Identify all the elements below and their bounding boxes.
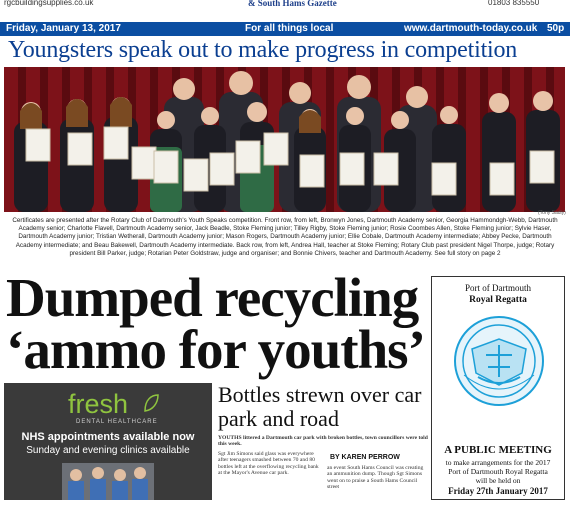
photo-caption: Certificates are presented after the Rotary Club of Dartmouth's Youth Speaks competition. Front row, from left, Bronwyn Jones, Dartmouth Academy senior, Georgia Hammondgh-Webb, Dartmouth Academy senior; Charlotte Flavell, Dartmouth Academy senior, Jack Beadle, Stoke Fleming junior; Tilley Rigby, Stoke Fleming junior; Rosie Coombes Allen, Stoke Fleming junior; Sylvie Haser, Dartmouth Academy junior; Tristian Wetherall, Dartmouth Academy junior; Mason Rogers, Dartmouth Academy junior; Ellie Cobale, Dartmouth Academy intermediate; Abbey Pecke, Dartmouth Academy intermediate; and Beau Bakewell, Dartmouth Academy intermediate. Back row, from left, Andrea Hall, teacher at Stoke Fleming; Rotary Club past president Nigel Thorpe, judge; Rotary president Bill Parker, judge; Rotarian Peter Goldstraw, judge and organiser; and Bonnie Chivers, teacher and Dartmouth Academy. See full story on page 2	[12, 217, 558, 257]
regatta-emblem-icon	[450, 315, 548, 407]
advert-brand-sub: DENTAL HEALTHCARE	[76, 419, 158, 425]
advert-brand: fresh	[68, 389, 129, 419]
regatta-line1: Port of Dartmouth	[465, 283, 531, 293]
story-col1: Sgt Jim Simons said glass was everywhere after teenagers smashed between 70 and 80 bottles left at the overflowing recycling bank at the Mayor's Avenue car park.	[218, 450, 319, 477]
regatta-text3: will be held on	[475, 476, 521, 485]
group-photo-illustration	[4, 67, 565, 212]
advert-line2: Sunday and evening clinics available	[26, 445, 190, 456]
meeting-title: A PUBLIC MEETING	[444, 444, 552, 456]
lead-headline: Youngsters speak out to make progress in competition	[8, 37, 518, 63]
second-headline: Bottles strewn over car park and road	[218, 382, 422, 431]
supplier-url: rgcbuildingsupplies.co.uk	[4, 0, 94, 7]
regatta-text1: to make arrangements for the 2017	[445, 458, 551, 467]
main-headline-line2: ‘ammo for youths’	[6, 319, 425, 380]
story-intro: YOUTHS littered a Dartmouth car park with broken bottles, town councillors were told this week.	[218, 435, 428, 448]
phone-number: 01803 835550	[488, 0, 540, 7]
main-headline-line1: Dumped recycling	[6, 267, 419, 328]
story-col2: an event South Hams Council was creating an ammunition dump. Though Sgt Simons went on to praise a South Hams Council street	[327, 464, 424, 491]
story-body	[218, 435, 428, 490]
masthead-bar	[0, 22, 570, 36]
staff-photo	[62, 463, 154, 500]
website-link[interactable]: www.dartmouth-today.co.uk	[404, 23, 538, 34]
regatta-line2: Royal Regatta	[469, 295, 527, 305]
meeting-date: Friday 27th January 2017	[448, 486, 548, 496]
photo-credit: (Tony Sadly)	[538, 210, 566, 216]
advert-line1: NHS appointments available now	[21, 431, 195, 443]
masthead-subtitle: & South Hams Gazette	[248, 0, 337, 8]
regatta-advert[interactable]	[431, 276, 565, 500]
byline: BY KAREN PERROW	[330, 454, 400, 461]
issue-date: Friday, January 13, 2017	[6, 23, 121, 34]
cover-price: 50p	[547, 23, 565, 34]
top-strip	[0, 0, 570, 10]
lead-photo	[4, 67, 565, 212]
regatta-text2: Port of Dartmouth Royal Regatta	[448, 467, 548, 476]
tagline: For all things local	[245, 23, 334, 34]
dental-advert[interactable]	[4, 383, 212, 500]
leaf-icon	[142, 393, 160, 413]
main-headline	[6, 267, 426, 380]
